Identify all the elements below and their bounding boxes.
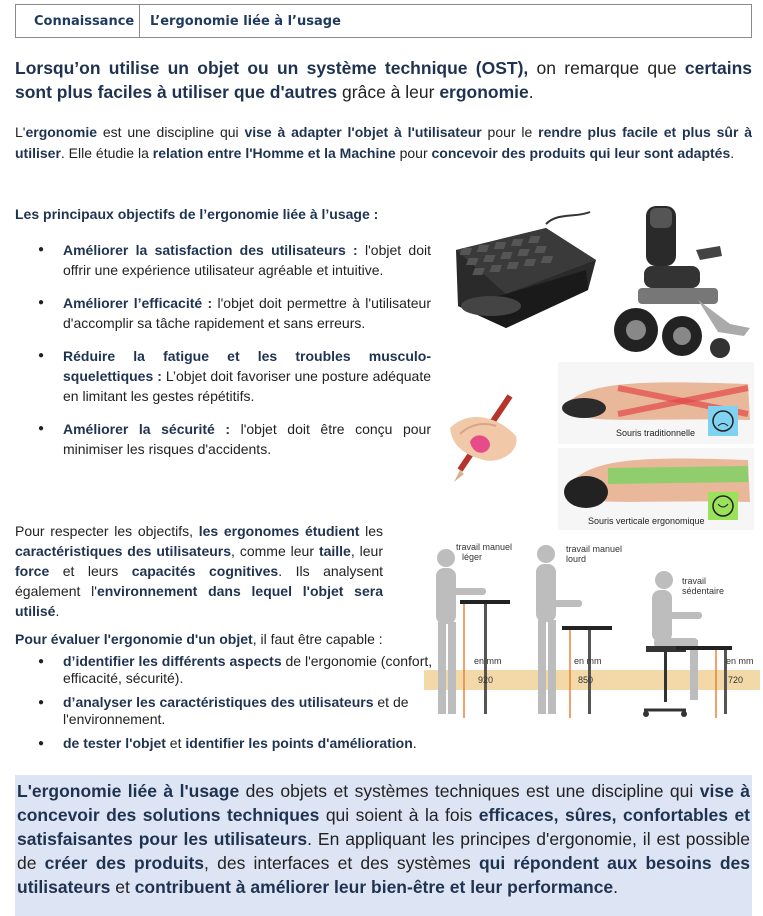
svg-text:en mm: en mm [726,656,754,666]
svg-text:léger: léger [462,552,483,562]
evaluate-title: Pour évaluer l'ergonomie d'un objet, il faut être capable : [15,631,383,647]
svg-text:en mm: en mm [474,656,502,666]
wheelchair-image [608,200,756,362]
svg-text:lourd: lourd [566,554,587,564]
evaluate-list [38,653,448,759]
workstation-height-diagram [424,540,760,726]
summary-box: L'ergonomie liée à l'usage des objets et systèmes techniques est une discipline qui vise à concevoir des solutions techniques qui soient à la fois efficaces, sûres, confortables et satisfaisantes pour les utilisateurs. En appliquant les principes d'ergonomie, il est possible de créer des produits, des interfaces et des systèmes qui répondent aux besoins des utilisateurs et contribuent à améliorer leur bien-être et leur performance. [15,775,752,916]
respect-paragraph: Pour respecter les objectifs, les ergonomes étudient les caractéristiques des utilisateurs, comme leur taille, leur force et leurs capacités cognitives. Ils analysent également l'environnement dans lequel l'objet sera utilisé. [15,523,384,619]
svg-text:en mm: en mm [574,656,602,666]
list-item: ● d’identifier les différents aspects de l'ergonomie (confort, efficacité, sécurité). [38,653,448,687]
svg-text:travail: travail [682,576,707,586]
svg-text:Souris traditionnelle: Souris traditionnelle [616,428,696,438]
svg-text:720: 720 [728,675,744,685]
header-table [15,4,752,38]
traditional-mouse-image [558,362,754,444]
svg-text:travail manuel: travail manuel [456,542,513,552]
list-item: ● Réduire la fatigue et les troubles musculo-squelettiques : L’objet doit favoriser une posture adéquate en limitant les gestes répétitifs. [38,346,431,406]
definition-paragraph: L'ergonomie est une discipline qui vise à adapter l'objet à l'utilisateur pour le rendre plus facile et plus sûr à utiliser. Elle étudie la relation entre l'Homme et la Machine pour concevoir des produits qui leur sont adaptés. [15,124,752,161]
list-item: ● Améliorer l’efficacité : l'objet doit permettre à l'utilisateur d'accomplir sa tâche rapidement et sans erreurs. [38,293,431,333]
svg-text:travail manuel: travail manuel [566,544,623,554]
svg-text:Souris verticale ergonomique: Souris verticale ergonomique [588,516,705,526]
objectives-list [38,240,431,472]
pencil-grip-image [440,388,526,484]
objectives-title: Les principaux objectifs de l’ergonomie liée à l’usage : [15,206,379,222]
ergonomic-keyboard-image [446,210,598,338]
svg-text:850: 850 [578,675,594,685]
list-item: ● Améliorer la satisfaction des utilisateurs : l'objet doit offrir une expérience utilisateur agréable et intuitive. [38,240,431,280]
intro-paragraph: Lorsqu’on utilise un objet ou un système technique (OST), on remarque que certains sont plus faciles à utiliser que d'autres grâce à leur ergonomie. [15,58,753,102]
list-item: ● de tester l'objet et identifier les points d'amélioration. [38,735,448,752]
header-category: Connaissance [16,5,140,37]
list-item: ● Améliorer la sécurité : l'objet doit être conçu pour minimiser les risques d'accidents. [38,419,431,459]
list-item: ● d’analyser les caractéristiques des utilisateurs et de l'environnement. [38,694,448,728]
svg-text:920: 920 [478,675,494,685]
svg-text:sédentaire: sédentaire [682,586,725,596]
header-title: L’ergonomie liée à l’usage [150,13,341,29]
vertical-mouse-image [558,448,754,530]
